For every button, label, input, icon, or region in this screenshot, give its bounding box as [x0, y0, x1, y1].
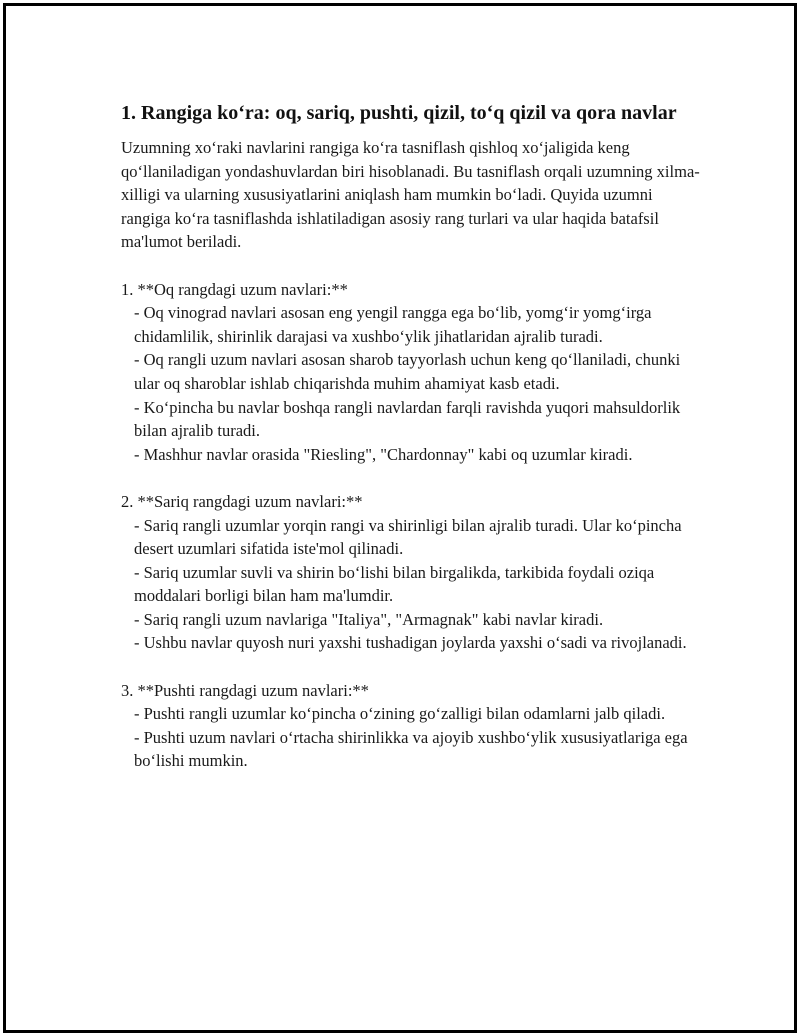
section-white-grapes — [121, 278, 701, 467]
bullet-item — [121, 301, 701, 348]
bullet-text: - Sariq rangli uzum navlariga "Italiya", "Armagnak" kabi navlar kiradi. — [134, 609, 604, 629]
bullet-text: - Pushti uzum navlari o‘rtacha shirinlikka va ajoyib xushbo‘ylik xususiyatlariga ega bo‘lishi mumkin. — [134, 727, 688, 771]
bullet-item — [121, 631, 701, 655]
bullet-item — [121, 514, 701, 561]
bullet-text: - Mashhur navlar orasida "Riesling", "Chardonnay" kabi oq uzumlar kiradi. — [134, 444, 633, 464]
bullet-item — [121, 348, 701, 395]
document-heading: 1. Rangiga ko‘ra: oq, sariq, pushti, qizil, to‘q qizil va qora navlar — [121, 102, 677, 124]
intro-paragraph: Uzumning xo‘raki navlarini rangiga ko‘ra tasniflash qishloq xo‘jaligida keng qo‘llaniladigan yondashuvlardan biri hisoblanadi. Bu tasniflash orqali uzumning xilma-xilligi va ularning xususiyatlarini aniqlash ham mumkin bo‘ladi. Quyida uzumni rangiga ko‘ra tasniflashda ishlatiladigan asosiy rang turlari va ular haqida batafsil ma'lumot beriladi. — [121, 138, 700, 252]
bullet-item — [121, 608, 701, 632]
section-title: 3. **Pushti rangdagi uzum navlari:** — [121, 680, 369, 700]
bullet-text: - Ushbu navlar quyosh nuri yaxshi tushadigan joylarda yaxshi o‘sadi va rivojlanadi. — [134, 633, 687, 653]
spacer — [121, 466, 701, 490]
section-yellow-grapes — [121, 490, 701, 655]
bullet-item — [121, 561, 701, 608]
bullet-item — [121, 443, 701, 467]
section-title: 2. **Sariq rangdagi uzum navlari:** — [121, 491, 363, 511]
bullet-item — [121, 702, 701, 726]
bullet-item — [121, 396, 701, 443]
bullet-item — [121, 726, 701, 773]
bullet-text: - Oq rangli uzum navlari asosan sharob tayyorlash uchun keng qo‘llaniladi, chunki ular oq sharoblar ishlab chiqarishda muhim ahamiyat kasb etadi. — [134, 350, 681, 393]
document-content — [121, 100, 701, 773]
bullet-text: - Pushti rangli uzumlar ko‘pincha o‘zining go‘zalligi bilan odamlarni jalb qiladi. — [134, 704, 666, 724]
spacer — [121, 655, 701, 679]
section-pink-grapes — [121, 679, 701, 773]
document-page — [3, 3, 797, 1033]
bullet-text: - Sariq rangli uzumlar yorqin rangi va shirinligi bilan ajralib turadi. Ular ko‘pincha desert uzumlari sifatida iste'mol qilinadi. — [134, 515, 682, 559]
bullet-text: - Ko‘pincha bu navlar boshqa rangli navlardan farqli ravishda yuqori mahsuldorlik bilan ajralib turadi. — [134, 397, 681, 441]
bullet-text: - Sariq uzumlar suvli va shirin bo‘lishi bilan birgalikda, tarkibida foydali oziqa moddalari borligi bilan ham ma'lumdir. — [134, 562, 655, 606]
bullet-text: - Oq vinograd navlari asosan eng yengil rangga ega bo‘lib, yomg‘ir yomg‘irga chidamlilik, shirinlik darajasi va xushbo‘ylik jihatlaridan ajralib turadi. — [134, 303, 652, 346]
spacer — [121, 254, 701, 278]
section-title: 1. **Oq rangdagi uzum navlari:** — [121, 279, 348, 299]
